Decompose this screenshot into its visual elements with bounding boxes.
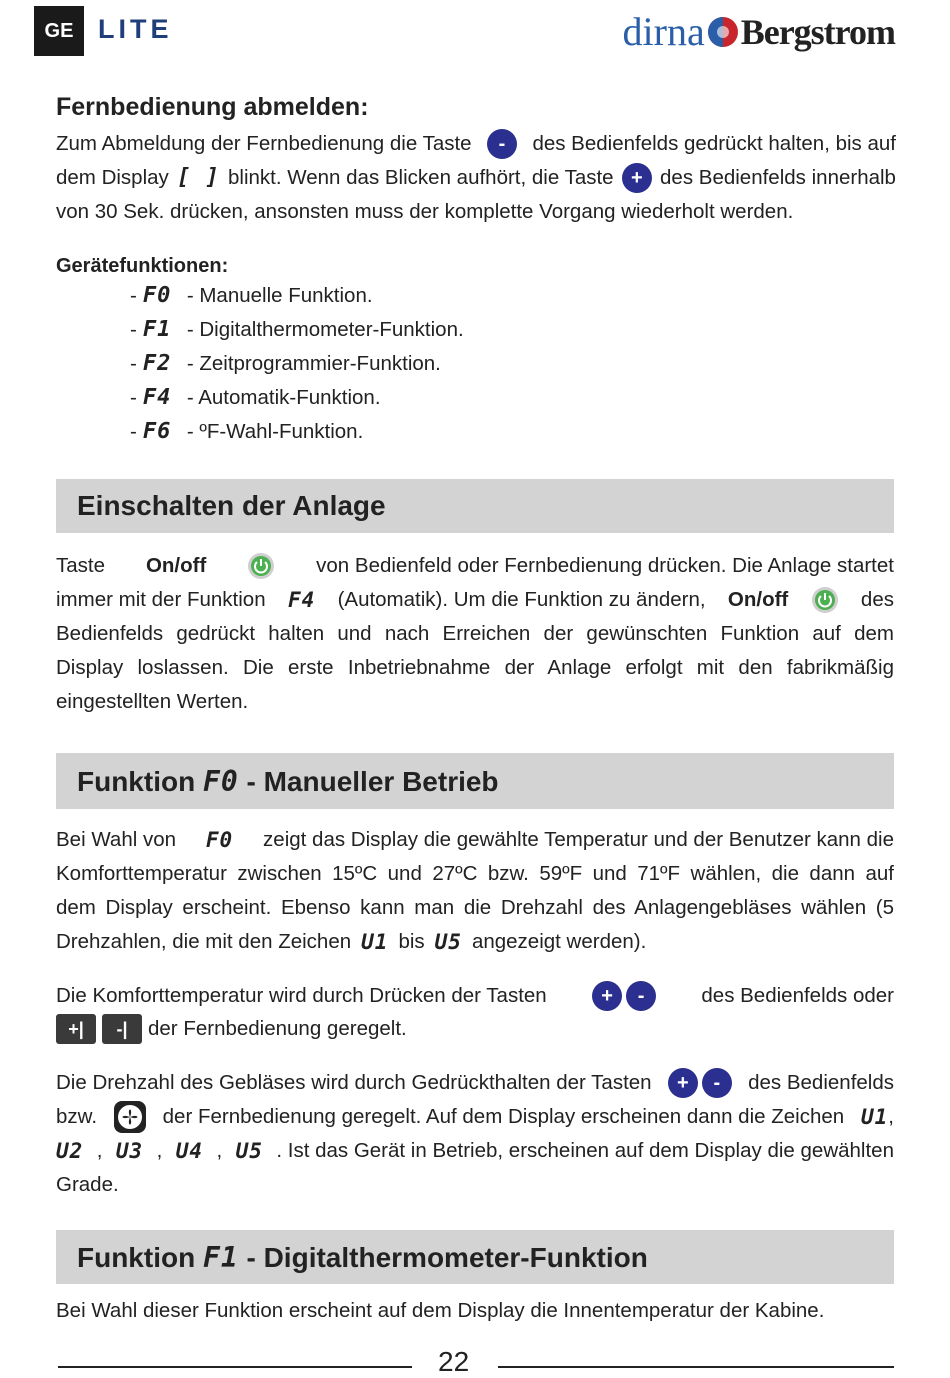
f0-line-10: Grade. [56, 1173, 119, 1196]
abmelden-l2a: dem Display [56, 166, 169, 189]
function-code: F6 [142, 419, 172, 444]
f0-p4c: angezeigt werden). [471, 930, 647, 953]
function-item [130, 351, 441, 376]
abmelden-title: Fernbedienung abmelden: [56, 93, 369, 121]
einschalten-line-2 [56, 583, 894, 617]
f0-title-b: - Manueller Betrieb [246, 765, 499, 797]
function-text: - Automatik-Funktion. [186, 385, 381, 409]
lite-logo: LITE [98, 14, 173, 44]
plus-minus-keys [592, 981, 656, 1011]
speed-code: U3 [115, 1139, 144, 1163]
onoff-label: On/off [145, 554, 207, 577]
fan-icon [114, 1101, 146, 1133]
globe-icon [707, 16, 739, 48]
plus-key-icon: + [622, 163, 652, 193]
speed-code-group [861, 1100, 894, 1134]
f0-p5a: Die Komforttemperatur wird durch Drücken der Tasten [56, 984, 547, 1007]
power-icon [247, 552, 275, 580]
function-code: F2 [142, 351, 172, 376]
list-dash: - [130, 385, 137, 409]
f0-p9b: . Ist das Gerät in Betrieb, erscheinen auf dem Display die gewählten [276, 1139, 894, 1162]
function-code: F4 [142, 385, 172, 410]
f0-p8a: bzw. [56, 1105, 98, 1128]
function-item [130, 283, 373, 308]
brand-logo [623, 8, 895, 55]
f0-line-3: dem Display erscheint. Ebenso kann man die Drehzahl des Anlagengebläses wählen (5 [56, 896, 894, 919]
function-code: F4 [287, 588, 316, 612]
f0-line-8 [56, 1100, 894, 1134]
einschalten-line-3: Bedienfelds gedrückt halten und nach Erreichen der gewünschten Funktion auf dem [56, 622, 894, 645]
f0-p5b: des Bedienfelds oder [701, 984, 894, 1007]
abmelden-l2c: des Bedienfelds innerhalb [660, 166, 896, 189]
function-item [130, 317, 464, 342]
einschalten-p1b: von Bedienfeld oder Fernbedienung drücken. Die Anlage startet [316, 554, 894, 577]
abmelden-l1a: Zum Abmeldung der Fernbedienung die Taste [56, 132, 472, 155]
f0-p6: der Fernbedienung geregelt. [148, 1017, 407, 1040]
abmelden-l1b: des Bedienfelds gedrückt halten, bis auf [532, 132, 896, 155]
f0-p8b: der Fernbedienung geregelt. Auf dem Display erscheinen dann die Zeichen [162, 1105, 845, 1128]
brand-bergstrom: Bergstrom [740, 11, 895, 52]
speed-code: U5 [434, 930, 462, 954]
function-item [130, 419, 363, 444]
f0-line-9 [56, 1134, 894, 1168]
einschalten-title: Einschalten der Anlage [77, 490, 386, 521]
function-text: - Zeitprogrammier-Funktion. [186, 351, 441, 375]
section-bar-f1 [56, 1230, 894, 1284]
page-number: 22 [438, 1346, 470, 1377]
plus-key-icon: + [592, 981, 622, 1011]
f0-p4a: Drehzahlen, die mit den Zeichen [56, 930, 352, 953]
list-dash: - [130, 317, 137, 341]
einschalten-p2b: (Automatik). Um die Funktion zu ändern, [337, 588, 706, 611]
abmelden-l2b: blinkt. Wenn das Blicken aufhört, die Taste [228, 166, 614, 189]
comma: , [96, 1139, 103, 1162]
footer-rule-left [58, 1366, 412, 1368]
minus-key-icon: - [702, 1068, 732, 1098]
einschalten-p2c: des [860, 588, 894, 611]
function-text: - Manuelle Funktion. [186, 283, 373, 307]
remote-minus-key-icon: -| [102, 1014, 142, 1044]
f0-line-5 [56, 979, 894, 1013]
f0-title-a: Funktion [77, 765, 196, 797]
footer-rule-right [498, 1366, 894, 1368]
function-code: F0 [202, 765, 239, 798]
f1-title [77, 1241, 648, 1274]
brand-dirna: dirna [622, 9, 705, 54]
section-bar-einschalten [56, 479, 894, 533]
speed-code: U1 [361, 930, 389, 954]
minus-key-icon: - [626, 981, 656, 1011]
f0-line-1 [56, 823, 894, 857]
function-code: F0 [205, 828, 234, 852]
section-bar-f0 [56, 753, 894, 809]
speed-code: U2 [56, 1139, 84, 1163]
abmelden-line-2 [56, 161, 896, 195]
einschalten-p2a: immer mit der Funktion [56, 588, 266, 611]
f0-p4b: bis [398, 930, 425, 953]
speed-code: U4 [175, 1139, 204, 1163]
comma: , [888, 1105, 894, 1128]
function-item [130, 385, 381, 410]
remote-plus-key-icon: +| [56, 1014, 96, 1044]
function-text: - ºF-Wahl-Funktion. [186, 419, 364, 443]
speed-code: U5 [235, 1139, 263, 1163]
function-code: F0 [142, 283, 172, 308]
f1-title-b: - Digitalthermometer-Funktion [246, 1241, 648, 1273]
plus-key-icon: + [668, 1068, 698, 1098]
list-dash: - [130, 283, 137, 307]
einschalten-line-4: Display loslassen. Die erste Inbetriebnahme der Anlage erfolgt mit den fabrikmäßig [56, 656, 894, 679]
f0-title [77, 765, 499, 798]
power-icon [811, 586, 839, 614]
plus-minus-keys [668, 1068, 732, 1098]
list-dash: - [130, 351, 137, 375]
abmelden-line-3: von 30 Sek. drücken, ansonsten muss der komplette Vorgang wiederholt werden. [56, 200, 794, 223]
f0-line-6 [56, 1012, 407, 1046]
einschalten-line-5: eingestellten Werten. [56, 690, 249, 713]
ge-label: GE [44, 19, 74, 42]
list-dash: - [130, 419, 137, 443]
abmelden-line-1 [56, 127, 896, 161]
f0-line-2: Komforttemperatur zwischen 15ºC und 27ºC bzw. 59ºF und 71ºF wählen, die dann auf [56, 862, 894, 885]
function-text: - Digitalthermometer-Funktion. [186, 317, 464, 341]
f0-p1b: zeigt das Display die gewählte Temperatur und der Benutzer kann die [263, 828, 894, 851]
geraete-title: Gerätefunktionen: [56, 255, 229, 277]
onoff-label: On/off [727, 588, 789, 611]
f0-p7b: des Bedienfelds [748, 1071, 894, 1094]
comma: , [216, 1139, 223, 1162]
f0-p1a: Bei Wahl von [56, 828, 177, 851]
function-code: F1 [202, 1241, 239, 1274]
f1-title-a: Funktion [77, 1241, 196, 1273]
f0-line-4 [56, 925, 646, 959]
f0-p7a: Die Drehzahl des Gebläses wird durch Gedrückthalten der Tasten [56, 1071, 652, 1094]
comma: , [156, 1139, 163, 1162]
function-code: F1 [142, 317, 172, 342]
ge-logo-box [34, 6, 84, 56]
speed-code: U1 [860, 1105, 889, 1129]
minus-key-icon: - [487, 129, 517, 159]
display-bracket-code: [ ] [177, 165, 220, 190]
f1-line-1: Bei Wahl dieser Funktion erscheint auf dem Display die Innentemperatur der Kabine. [56, 1299, 825, 1322]
einschalten-p1a: Taste [56, 554, 105, 577]
einschalten-line-1 [56, 549, 894, 583]
f0-line-7 [56, 1066, 894, 1100]
